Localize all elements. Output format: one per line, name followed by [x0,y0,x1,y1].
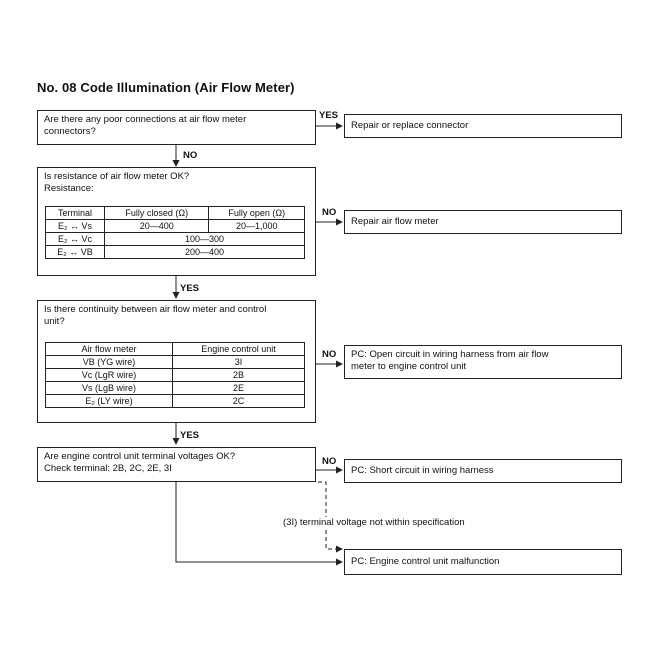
result-box-5 [344,549,622,575]
terminal-cell: E₂ ↔ Vs [46,220,105,233]
result-1-text: Repair or replace connector [351,120,469,131]
table-row [46,382,305,395]
result-3-text: PC: Open circuit in wiring harness from air flow meter to engine control unit [351,349,549,372]
result-box-1 [344,114,622,138]
meter-cell: VB (YG wire) [46,356,173,369]
col-air-flow-meter: Air flow meter [46,343,173,356]
terminal-cell: E₂ ↔ Vc [46,233,105,246]
question-box-2 [37,167,316,276]
no-label-2: NO [322,207,337,218]
open-cell: 20—1,000 [209,220,305,233]
question-box-4 [37,447,316,482]
col-terminal: Terminal [46,207,105,220]
page-title: No. 08 Code Illumination (Air Flow Meter) [37,80,295,95]
meter-cell: Vc (LgR wire) [46,369,173,382]
ecu-cell: 3I [173,356,305,369]
meter-cell: E₂ (LY wire) [46,395,173,408]
result-box-3 [344,345,622,379]
range-cell: 200—400 [105,246,305,259]
question-2-text: Is resistance of air flow meter OK? [44,171,190,182]
question-4-text: Are engine control unit terminal voltages OK? [44,451,236,462]
resistance-table [45,206,305,259]
dashed-arrow-r5 [318,482,342,549]
question-box-1 [37,110,316,145]
result-box-4 [344,459,622,483]
col-fully-closed: Fully closed (Ω) [105,207,209,220]
question-1-text: Are there any poor connections at air flow meter connectors? [44,114,247,137]
question-4-subtext: Check terminal: 2B, 2C, 2E, 3I [44,462,172,474]
no-label-1: NO [183,150,198,161]
branch-note: (3I) terminal voltage not within specification [283,517,465,528]
table-row [46,233,305,246]
range-cell: 100—300 [105,233,305,246]
col-engine-control-unit: Engine control unit [173,343,305,356]
result-5-text: PC: Engine control unit malfunction [351,556,500,567]
table-row [46,395,305,408]
ecu-cell: 2B [173,369,305,382]
yes-label-3: YES [180,430,200,441]
result-box-2 [344,210,622,234]
col-fully-open: Fully open (Ω) [209,207,305,220]
result-4-text: PC: Short circuit in wiring harness [351,465,494,476]
question-2-subtext: Resistance: [44,182,94,194]
continuity-table-header [46,343,305,356]
no-label-3: NO [322,349,337,360]
resistance-table-header [46,207,305,220]
ecu-cell: 2C [173,395,305,408]
ecu-cell: 2E [173,382,305,395]
result-2-text: Repair air flow meter [351,216,439,227]
yes-label-1: YES [319,110,339,121]
continuity-table [45,342,305,408]
yes-label-2: YES [180,283,200,294]
terminal-cell: E₂ ↔ VB [46,246,105,259]
meter-cell: Vs (LgB wire) [46,382,173,395]
closed-cell: 20—400 [105,220,209,233]
no-label-4: NO [322,456,337,467]
question-3-text: Is there continuity between air flow meter and control unit? [44,304,267,327]
table-row [46,369,305,382]
question-box-3 [37,300,316,423]
table-row [46,356,305,369]
table-row [46,220,305,233]
table-row [46,246,305,259]
